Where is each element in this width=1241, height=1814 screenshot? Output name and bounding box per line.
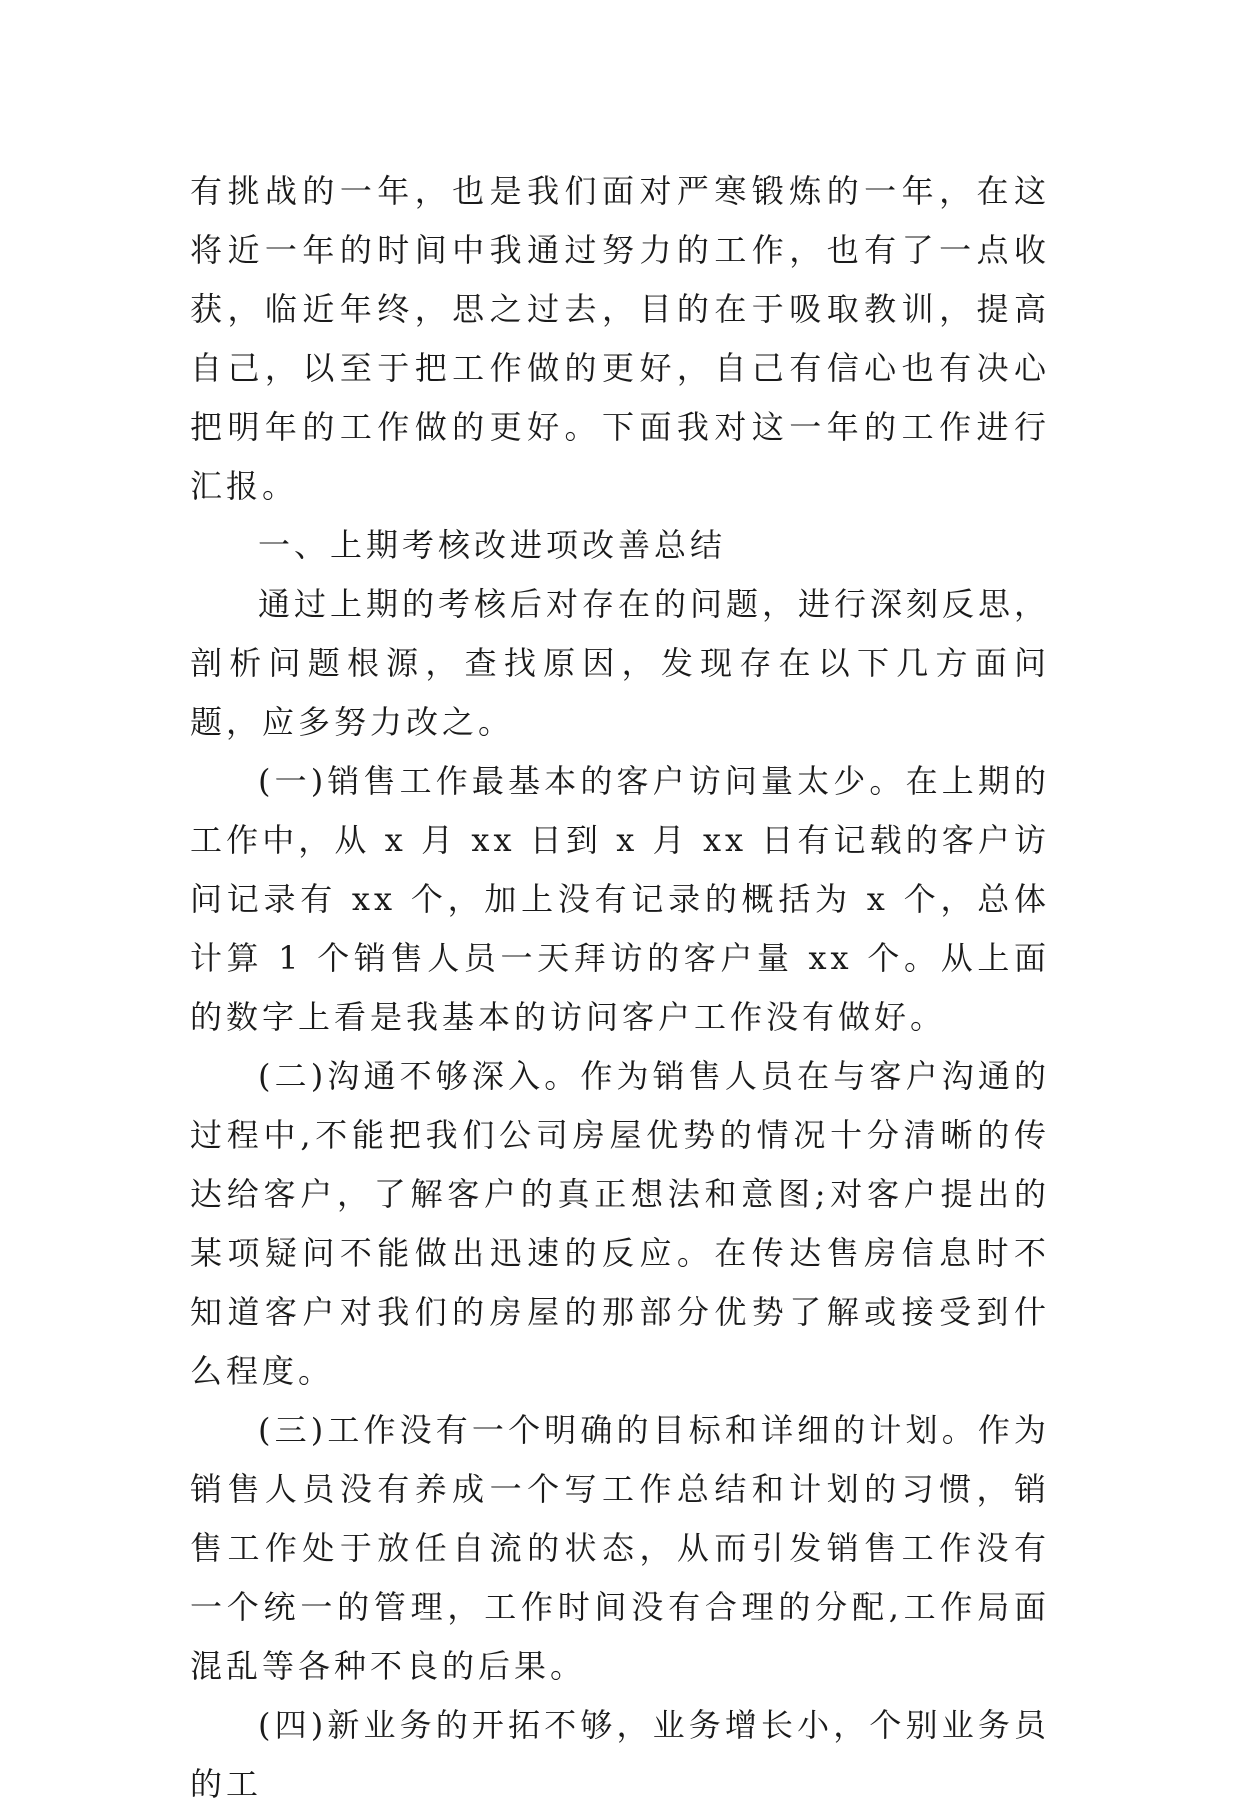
paragraph-review: 通过上期的考核后对存在的问题，进行深刻反思，剖析问题根源，查找原因，发现存在以下几方面问题，应多努力改之。 [190,585,1051,741]
paragraph-intro: 有挑战的一年，也是我们面对严寒锻炼的一年，在这将近一年的时间中我通过努力的工作，也有了一点收获，临近年终，思之过去，目的在于吸取教训，提高自己，以至于把工作做的更好，自己有信心也有决心把明年的工作做的更好。下面我对这一年的工作进行汇报。 [190,172,1050,505]
document-body [190,162,1050,1814]
paragraph-item-2: (二)沟通不够深入。作为销售人员在与客户沟通的过程中,不能把我们公司房屋优势的情况十分清晰的传达给客户，了解客户的真正想法和意图;对客户提出的某项疑问不能做出迅速的反应。在传达售房信息时不知道客户对我们的房屋的那部分优势了解或接受到什么程度。 [190,1057,1050,1390]
paragraph-item-4: (四)新业务的开拓不够，业务增长小，个别业务员的工 [190,1706,1050,1803]
paragraph-item-3: (三)工作没有一个明确的目标和详细的计划。作为销售人员没有养成一个写工作总结和计划的习惯，销售工作处于放任自流的状态，从而引发销售工作没有一个统一的管理，工作时间没有合理的分配,工作局面混乱等各种不良的后果。 [190,1411,1050,1685]
paragraph-item-1: (一)销售工作最基本的客户访问量太少。在上期的工作中，从 x 月 xx 日到 x 月 xx 日有记载的客户访问记录有 xx 个，加上没有记录的概括为 x 个，总体计算 1 个销售人员一天拜访的客户量 xx 个。从上面的数字上看是我基本的访问客户工作没有做好。 [190,762,1050,1036]
section-heading: 一、上期考核改进项改善总结 [258,526,727,564]
